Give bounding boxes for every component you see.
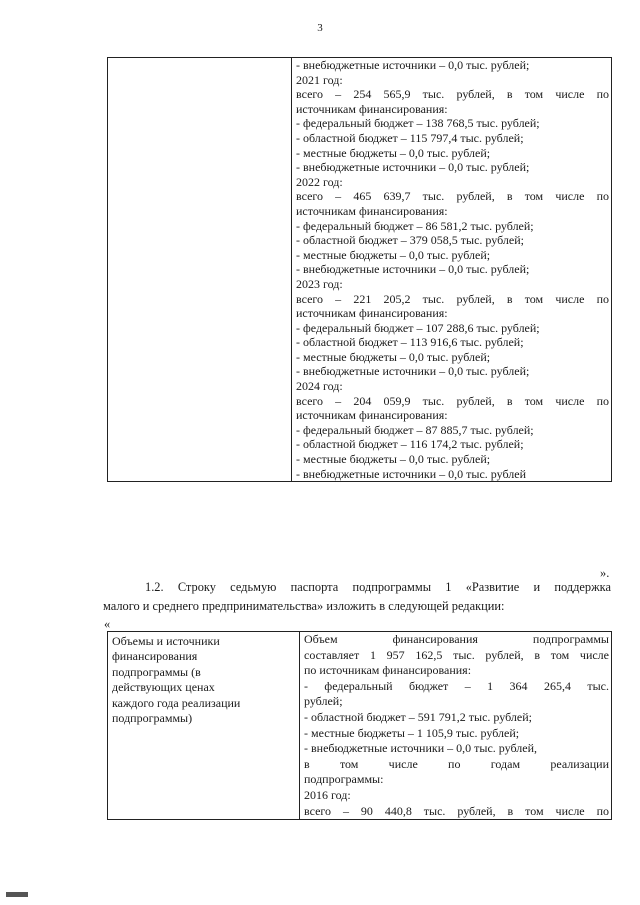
text-line: рублей; [304,694,343,709]
text-line: источникам финансирования: [296,101,448,116]
text-line: - областной бюджет – 113 916,6 тыс. рублей; [296,335,524,350]
subprogram-financing-table [107,631,612,820]
text-line: - федеральный бюджет – 86 581,2 тыс. рублей; [296,218,534,233]
text-line: - федеральный бюджет – 1 364 265,4 тыс. [304,678,609,693]
text-line: действующих ценах [112,680,215,695]
amendment-paragraph-line-2: малого и среднего предпринимательства» изложить в следующей редакции: [103,599,505,613]
text-line: - федеральный бюджет – 87 885,7 тыс. рублей; [296,422,534,437]
text-line: - местные бюджеты – 0,0 тыс. рублей; [296,145,491,160]
amendment-paragraph-line-1: 1.2. Строку седьмую паспорта подпрограммы 1 «Развитие и поддержка [145,580,611,594]
financing-label-cell [108,632,300,820]
text-line: по источникам финансирования: [304,663,472,678]
text-line: подпрограммы (в [112,664,201,679]
text-line: всего – 254 565,9 тыс. рублей, в том числе по [296,87,609,102]
text-line: 2024 год: [296,379,343,394]
text-line: - внебюджетные источники – 0,0 тыс. рублей; [296,160,530,175]
text-line: - областной бюджет – 591 791,2 тыс. рублей; [304,709,532,724]
table-row [108,58,612,482]
text-line: подпрограммы: [304,772,384,787]
text-line: 2022 год: [296,174,343,189]
text-line: - федеральный бюджет – 138 768,5 тыс. рублей; [296,116,540,131]
text-line: источникам финансирования: [296,306,448,321]
text-line: - областной бюджет – 115 797,4 тыс. рублей; [296,130,524,145]
text-line: каждого года реализации [112,695,241,710]
text-line: 2021 год: [296,72,343,87]
text-line: - местные бюджеты – 1 105,9 тыс. рублей; [304,725,520,740]
text-line: 2016 год: [304,787,351,802]
closing-quote: ». [600,566,610,580]
text-line: - федеральный бюджет – 107 288,6 тыс. рублей; [296,320,540,335]
text-line: - внебюджетные источники – 0,0 тыс. рублей [296,466,527,481]
text-line: в том числе по годам реализации [304,756,609,771]
text-line: всего – 465 639,7 тыс. рублей, в том числе по [296,189,609,204]
text-line: всего – 204 059,9 тыс. рублей, в том числе по [296,393,609,408]
text-line: 2023 год: [296,276,343,291]
text-line: источникам финансирования: [296,408,448,423]
text-line: составляет 1 957 162,5 тыс. рублей, в том числе [304,647,609,662]
table-value-cell [292,58,612,482]
table-label-cell [108,58,292,482]
text-line: Объем финансирования подпрограммы [304,632,609,646]
text-line: - областной бюджет – 379 058,5 тыс. рублей; [296,233,524,248]
text-line: подпрограммы) [112,710,193,725]
text-line: Объемы и источники [112,634,220,648]
text-line: - местные бюджеты – 0,0 тыс. рублей; [296,247,491,262]
table-row [108,632,612,820]
text-line: всего – 221 205,2 тыс. рублей, в том числе по [296,291,609,306]
text-line: - внебюджетные источники – 0,0 тыс. рублей; [296,364,530,379]
financing-value-cell [300,632,612,820]
opening-quote: « [104,617,111,631]
text-line: - внебюджетные источники – 0,0 тыс. рублей; [296,58,530,72]
financing-table-continued [107,57,612,482]
text-line: источникам финансирования: [296,203,448,218]
text-line: - внебюджетные источники – 0,0 тыс. рублей, [304,741,538,756]
page-number: 3 [317,22,323,34]
text-line: финансирования [112,649,198,664]
text-line: - местные бюджеты – 0,0 тыс. рублей; [296,452,491,467]
text-line: всего – 90 440,8 тыс. рублей, в том числе по [304,803,609,818]
text-line: - внебюджетные источники – 0,0 тыс. рублей; [296,262,530,277]
text-line: - местные бюджеты – 0,0 тыс. рублей; [296,349,491,364]
text-line: - областной бюджет – 116 174,2 тыс. рублей; [296,437,524,452]
scan-artifact-mark [6,892,28,897]
